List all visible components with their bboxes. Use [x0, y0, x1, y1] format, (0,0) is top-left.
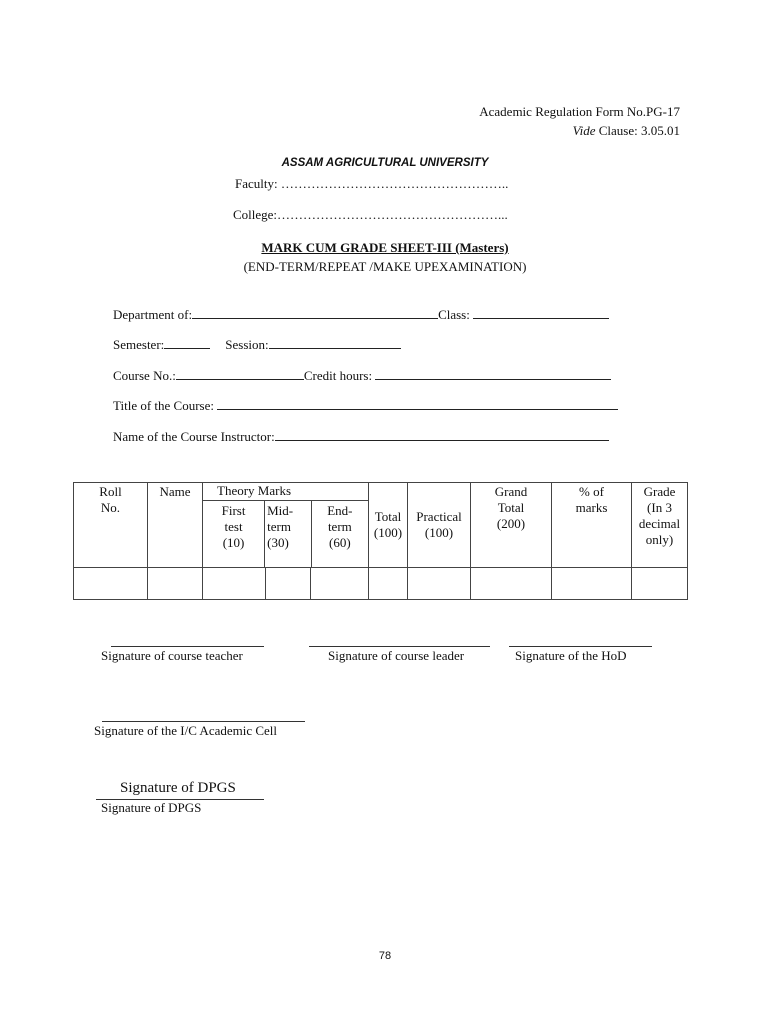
dpgs-signature-label: Signature of DPGS: [101, 800, 202, 815]
academic-cell-signature-line[interactable]: [102, 721, 305, 722]
course-no-label: Course No.:: [113, 368, 176, 383]
table-row: [74, 568, 688, 600]
faculty-line: Faculty: ……………………………………………..: [235, 176, 509, 191]
course-teacher-signature-label: Signature of course teacher: [101, 648, 243, 663]
col-mid-term: Mid- term (30): [265, 500, 312, 567]
col-theory-marks: [203, 483, 369, 568]
table-header-row: [74, 483, 688, 568]
course-title-label: Title of the Course:: [113, 398, 218, 413]
vide-clause: [573, 123, 680, 139]
semester-label: Semester:: [113, 337, 165, 352]
course-title-row: [113, 397, 618, 414]
cell-roll-no[interactable]: [74, 568, 148, 600]
col-end-term: End- term (60): [327, 502, 353, 550]
dpgs-signature-heading: Signature of DPGS: [120, 780, 236, 796]
col-roll-no: Roll No.: [74, 483, 148, 568]
course-no-row: [113, 367, 611, 384]
cell-grade[interactable]: [632, 568, 688, 600]
page-number: 78: [378, 950, 392, 962]
hod-signature-line[interactable]: [509, 646, 652, 647]
sheet-title: MARK CUM GRADE SHEET-III (Masters): [261, 240, 509, 255]
col-percent-marks: % of marks: [552, 483, 632, 568]
marks-table: [73, 482, 688, 600]
academic-cell-signature-label: Signature of the I/C Academic Cell: [94, 723, 278, 738]
department-blank[interactable]: [192, 306, 438, 319]
vide-word: Vide: [572, 123, 596, 138]
session-label: Session:: [225, 337, 269, 352]
col-grand-total: Grand Total (200): [471, 483, 552, 568]
department-label: Department of:: [113, 307, 193, 322]
instructor-label: Name of the Course Instructor:: [113, 429, 275, 444]
cell-grand-total[interactable]: [471, 568, 552, 600]
clause-text: Clause: 3.05.01: [595, 123, 680, 138]
department-row: [113, 306, 609, 323]
instructor-row: [113, 428, 609, 445]
sheet-subtitle: (END-TERM/REPEAT /MAKE UPEXAMINATION): [243, 259, 527, 274]
session-blank[interactable]: [269, 336, 401, 349]
cell-total[interactable]: [369, 568, 408, 600]
col-total: Total (100): [369, 483, 408, 568]
form-number: Academic Regulation Form No.PG-17: [479, 104, 680, 119]
college-line: College:……………………………………………...: [233, 207, 508, 222]
course-title-blank[interactable]: [217, 397, 618, 410]
credit-hours-label: Credit hours:: [303, 368, 376, 383]
cell-name[interactable]: [148, 568, 203, 600]
hod-signature-label: Signature of the HoD: [515, 648, 627, 663]
course-no-blank[interactable]: [176, 367, 304, 380]
credit-hours-blank[interactable]: [375, 367, 611, 380]
class-blank[interactable]: [473, 306, 609, 319]
semester-blank[interactable]: [164, 336, 210, 349]
course-leader-signature-label: Signature of course leader: [328, 648, 465, 663]
theory-marks-heading: Theory Marks: [203, 483, 368, 500]
col-first-test: First test (10): [203, 500, 265, 567]
col-practical: Practical (100): [408, 483, 471, 568]
cell-mid-term[interactable]: [266, 568, 311, 600]
university-name: ASSAM AGRICULTURAL UNIVERSITY: [281, 157, 489, 169]
cell-practical[interactable]: [408, 568, 471, 600]
course-leader-signature-line[interactable]: [309, 646, 490, 647]
course-teacher-signature-line[interactable]: [111, 646, 264, 647]
semester-row: [113, 336, 401, 353]
instructor-blank[interactable]: [275, 428, 609, 441]
class-label: Class:: [438, 307, 474, 322]
col-grade: Grade (In 3 decimal only): [632, 483, 688, 568]
col-name: Name: [148, 483, 203, 568]
cell-percent-marks[interactable]: [552, 568, 632, 600]
cell-first-test[interactable]: [203, 568, 266, 600]
cell-end-term[interactable]: [311, 568, 369, 600]
